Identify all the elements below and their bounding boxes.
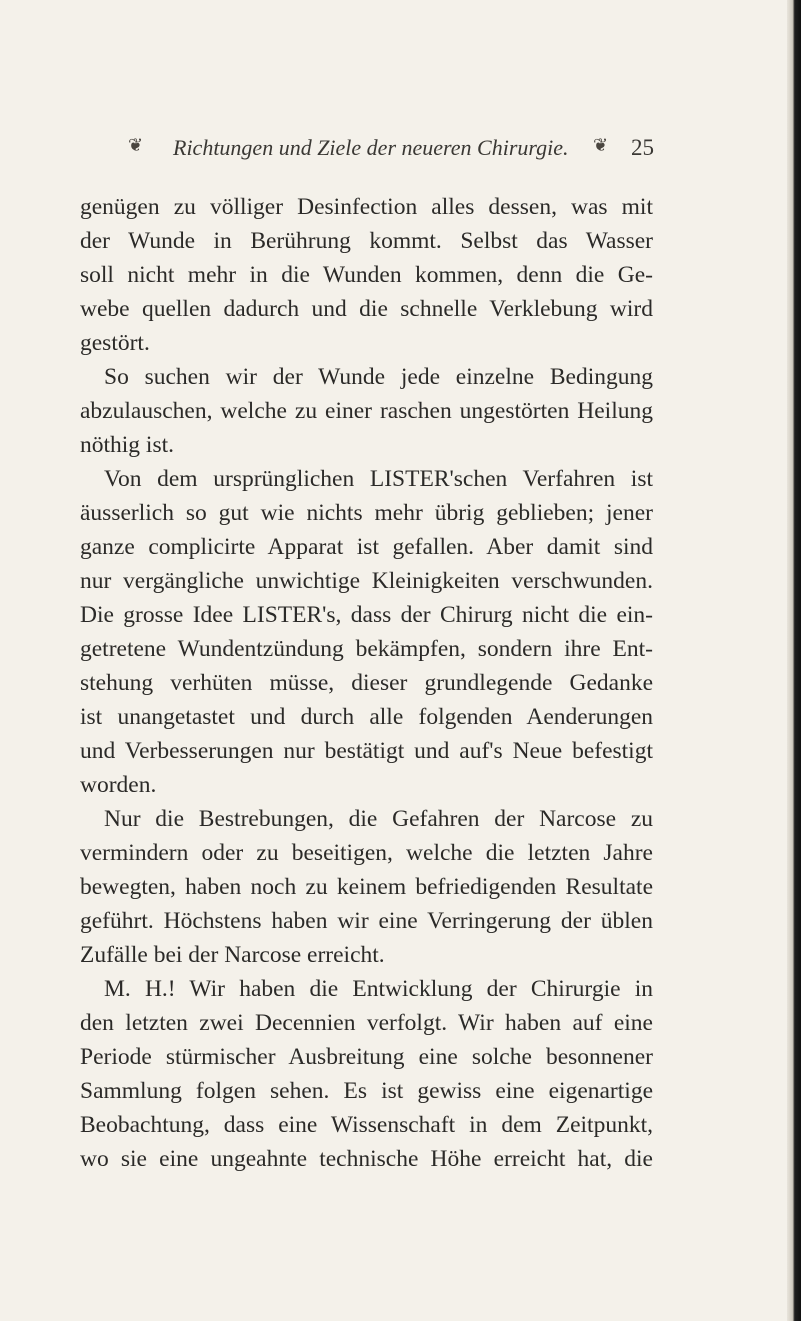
text-line: ganze complicirte Apparat ist gefallen. Aber damit sind (80, 534, 653, 560)
text-line: stehung verhüten müsse, dieser grundlegende Gedanke (80, 670, 653, 696)
text-line: getretene Wundentzündung bekämpfen, sondern ihre Ent- (80, 636, 653, 662)
text-line: ist unangetastet und durch alle folgenden Aenderungen (80, 704, 653, 730)
text-line: nöthig ist. (80, 432, 175, 458)
text-line: webe quellen dadurch und die schnelle Verklebung wird (80, 296, 653, 322)
text-line: bewegten, haben noch zu keinem befriedigenden Resultate (80, 874, 653, 900)
text-line: den letzten zwei Decennien verfolgt. Wir haben auf eine (80, 1010, 653, 1036)
text-line: soll nicht mehr in die Wunden kommen, denn die Ge- (80, 262, 653, 288)
text-line: wo sie eine ungeahnte technische Höhe erreicht hat, die (80, 1146, 653, 1172)
text-line: M. H.! Wir haben die Entwicklung der Chirurgie in (104, 976, 653, 1002)
running-title: Richtungen und Ziele der neueren Chirurgie. (173, 135, 569, 160)
fleuron-left-icon: ❦ (128, 135, 144, 155)
running-header (128, 135, 668, 169)
text-line: gestört. (80, 330, 150, 356)
text-line: Von dem ursprünglichen LISTER'schen Verfahren ist (104, 466, 653, 492)
text-line: Die grosse Idee LISTER's, dass der Chirurg nicht die ein- (80, 602, 653, 628)
text-line: abzulauschen, welche zu einer raschen ungestörten Heilung (80, 398, 653, 424)
text-line: Beobachtung, dass eine Wissenschaft in dem Zeitpunkt, (80, 1112, 653, 1138)
text-line: der Wunde in Berührung kommt. Selbst das Wasser (80, 228, 653, 254)
text-line: Sammlung folgen sehen. Es ist gewiss eine eigenartige (80, 1078, 653, 1104)
page-number: 25 (631, 135, 654, 160)
text-line: Zufälle bei der Narcose erreicht. (80, 942, 385, 968)
text-line: äusserlich so gut wie nichts mehr übrig geblieben; jener (80, 500, 653, 526)
text-line: worden. (80, 772, 157, 798)
text-line: vermindern oder zu beseitigen, welche die letzten Jahre (80, 840, 653, 866)
text-line: und Verbesserungen nur bestätigt und auf's Neue befestigt (80, 738, 653, 764)
fleuron-right-icon: ❦ (593, 135, 609, 155)
text-line: genügen zu völliger Desinfection alles dessen, was mit (80, 194, 653, 220)
body-text (80, 190, 653, 1176)
text-line: geführt. Höchstens haben wir eine Verringerung der üblen (80, 908, 653, 934)
text-line: nur vergängliche unwichtige Kleinigkeiten verschwunden. (80, 568, 653, 594)
text-line: So suchen wir der Wunde jede einzelne Bedingung (104, 364, 653, 390)
text-line: Nur die Bestrebungen, die Gefahren der Narcose zu (104, 806, 653, 832)
page-edge-shadow (787, 0, 801, 1321)
text-line: Periode stürmischer Ausbreitung eine solche besonnener (80, 1044, 653, 1070)
